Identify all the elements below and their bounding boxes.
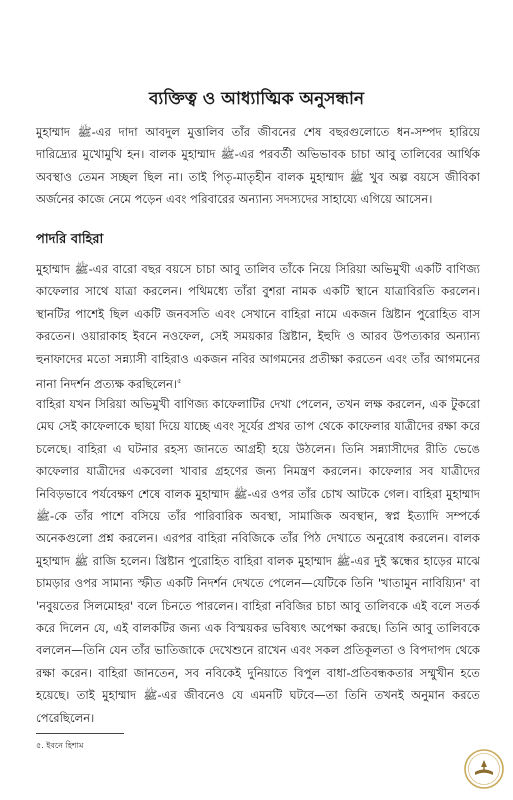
intro-paragraph: মুহাম্মাদ ﷺ-এর দাদা আবদুল মুত্তালিব তাঁর জীবনের শেষ বছরগুলোতে ধন-সম্পদ হারিয়ে দারিদ্র্যের মুখোমুখি হন। বালক মুহাম্মাদ ﷺ-এর পরবর্তী অভিভাবক চাচা আবু তালিবের আর্থিক অবস্থাও তেমন সচ্ছল ছিল না। তাই পিতৃ-মাতৃহীন বালক মুহাম্মাদ ﷺ খুব অল্প বয়সে জীবিকা অর্জনের কাজে নেমে পড়েন এবং পরিবারের অন্যান্য সদস্যদের সাহায্যে এগিয়ে আসেন। [36,125,481,207]
footnote-marker: ৫ [177,377,182,386]
section-heading: পাদরি বাহিরা [36,232,104,247]
footnote-divider [36,733,124,734]
footnote: ৫. ইবনে হিশাম [36,741,84,750]
paragraph-1-text: মুহাম্মাদ ﷺ-এর বারো বছর বয়সে চাচা আবু তালিব তাঁকে নিয়ে সিরিয়া অভিমুখী একটি বাণিজ্য কাফেলার সাথে যাত্রা করলেন। পথিমধ্যে তাঁরা বুশরা নামক একটি স্থানে যাত্রাবিরতি করলেন। স্থানটির পাশেই ছিল একটি জনবসতি এবং সেখানে বাহিরা নামে একজন খ্রিষ্টান পুরোহিত বাস করতেন। ওয়ারাকাহ ইবনে নওফেল, সেই সময়কার খ্রিষ্টান, ইহুদি ও আরব উপত্যকার অন্যান্য হুনাফাদের মতো সন্ন্যাসী বাহিরাও একজন নবির আগমনের প্রতীক্ষা করতেন এবং তাঁর আগমনের নানা নিদর্শন প্রত্যক্ষ করছিলেন। [36,262,480,391]
page-title: ব্যক্তিত্ব ও আধ্যাত্মিক অনুসন্ধান [148,89,365,109]
publisher-logo-badge-icon [463,748,505,790]
body-paragraph-2: বাহিরা যখন সিরিয়া অভিমুখী বাণিজ্য কাফেলাটির দেখা পেলেন, তখন লক্ষ করলেন, এক টুকরো মেঘ সেই কাফেলাকে ছায়া দিয়ে যাচ্ছে এবং সূর্যের প্রখর তাপ থেকে কাফেলার যাত্রীদের রক্ষা করে চলেছে। বাহিরা এ ঘটনার রহস্য জানতে আগ্রহী হয়ে উঠলেন। তিনি সন্ন্যাসীদের রীতি ভেঙে কাফেলার যাত্রীদের একবেলা খাবার গ্রহণের জন্য নিমন্ত্রণ করলেন। কাফেলার সব যাত্রীদের নিবিড়ভাবে পর্যবেক্ষণ শেষে বালক মুহাম্মাদ ﷺ-এর ওপর তাঁর চোখ আটকে গেল। বাহিরা মুহাম্মাদ ﷺ-কে তাঁর পাশে বসিয়ে তাঁর পারিবারিক অবস্থা, সামাজিক অবস্থান, স্বপ্ন ইত্যাদি সম্পর্কে অনেকগুলো প্রশ্ন করলেন। এরপর বাহিরা নবিজিকে তাঁর পিঠ দেখাতে অনুরোধ করলেন। বালক মুহাম্মাদ ﷺ রাজি হলেন। খ্রিষ্টান পুরোহিত বাহিরা বালক মুহাম্মাদ ﷺ-এর দুই স্কন্ধের হাড়ের মাঝে চামড়ার ওপর সামান্য স্ফীত একটি নিদর্শন দেখতে পেলেন—যেটিকে তিনি 'খাতামুন নাবিয়্যিন' বা 'নবুয়তের সিলমোহর' বলে চিনতে পারলেন। বাহিরা নবিজির চাচা আবু তালিবকে এই বলে সতর্ক করে দিলেন যে, এই বালকটির জন্য এক বিস্ময়কর ভবিষ্যৎ অপেক্ষা করছে। তিনি আবু তালিবকে বললেন—তিনি যেন তাঁর ভাতিজাকে দেখেশুনে রাখেন এবং সকল প্রতিকূলতা ও বিপদাপদ থেকে রক্ষা করেন। বাহিরা জানতেন, সব নবিকেই দুনিয়াতে বিপুল বাধা-প্রতিবন্ধকতার সম্মুখীন হতে হয়েছে। তাই মুহাম্মাদ ﷺ-এর জীবনেও যে এমনটি ঘটবে—তা তিনি তখনই অনুমান করতে পেরেছিলেন। [36,397,480,725]
body-paragraph-1 [36,258,480,395]
